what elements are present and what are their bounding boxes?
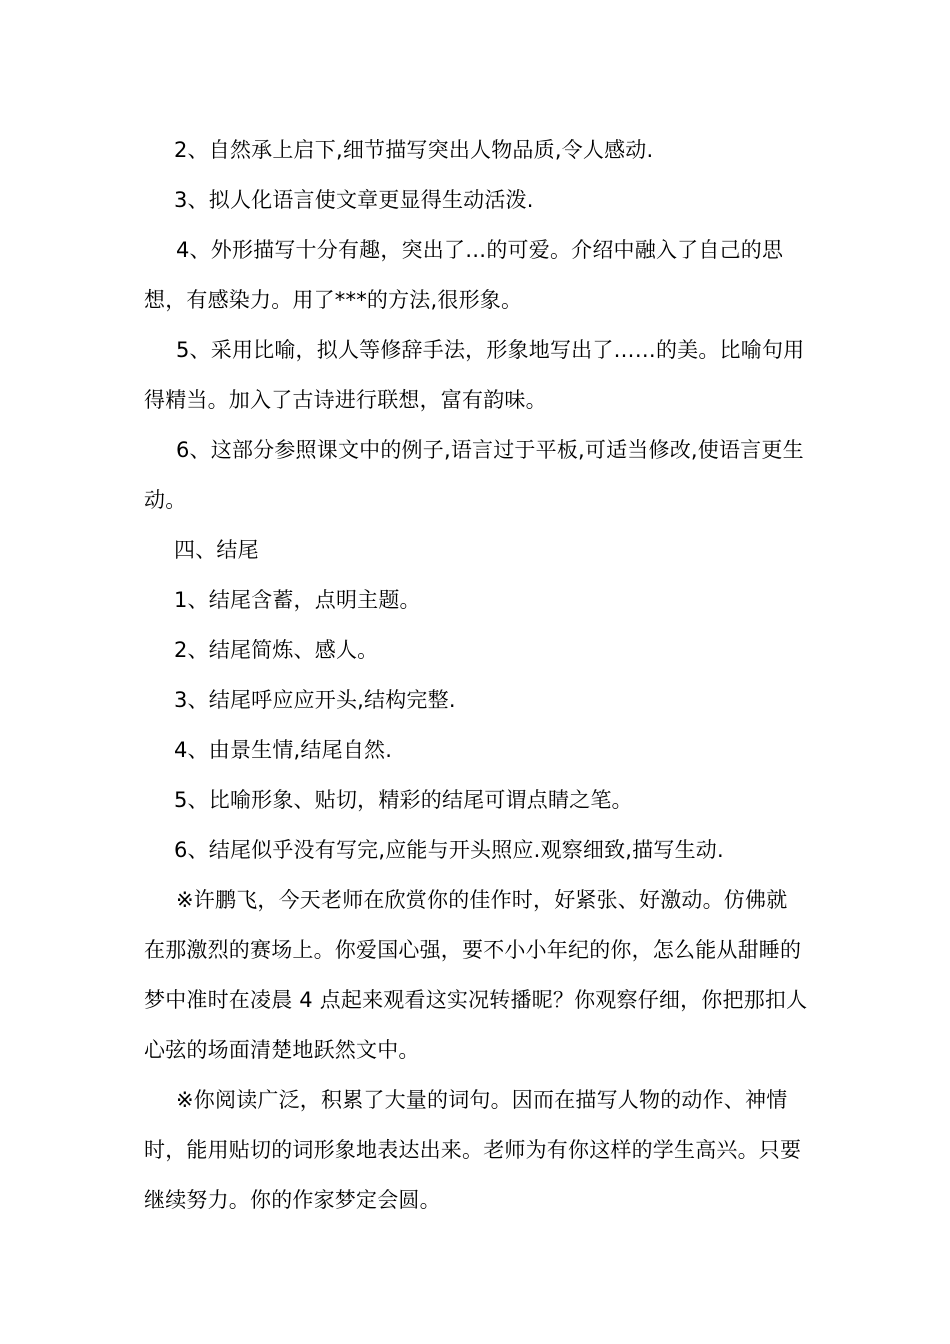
ending-item-1: 1、结尾含蓄，点明主题。: [174, 588, 421, 612]
document-body: [144, 125, 808, 1225]
paragraph-item-3: 3、拟人化语言使文章更显得生动活泼.: [174, 188, 534, 212]
ending-item-6: 6、结尾似乎没有写完,应能与开头照应.观察细致,描写生动.: [174, 838, 724, 862]
ending-item-5: 5、比喻形象、贴切，精彩的结尾可谓点睛之笔。: [174, 788, 633, 812]
paragraph-item-2: 2、自然承上启下,细节描写突出人物品质,令人感动.: [174, 138, 654, 162]
ending-item-2: 2、结尾简炼、感人。: [174, 638, 379, 662]
paragraph-item-4: 4、外形描写十分有趣，突出了…的可爱。介绍中融入了自己的思想，有感染力。用了***的方法,很形象。: [144, 238, 784, 312]
paragraph-item-6: 6、这部分参照课文中的例子,语言过于平板,可适当修改,使语言更生动。: [144, 438, 804, 512]
ending-item-4: 4、由景生情,结尾自然.: [174, 738, 393, 762]
comment-paragraph-1: ※许鹏飞，今天老师在欣赏你的佳作时，好紧张、好激动。仿佛就在那激烈的赛场上。你爱国心强，要不小小年纪的你，怎么能从甜睡的梦中准时在凌晨 4 点起来观看这实况转播昵？你观察仔细，你把那扣人心弦的场面清楚地跃然文中。: [144, 888, 808, 1062]
section-heading-ending: 四、结尾: [174, 538, 259, 562]
comment-paragraph-2: ※你阅读广泛，积累了大量的词句。因而在描写人物的动作、神情时，能用贴切的词形象地表达出来。老师为有你这样的学生高兴。只要继续努力。你的作家梦定会圆。: [144, 1088, 802, 1212]
ending-item-3: 3、结尾呼应应开头,结构完整.: [174, 688, 456, 712]
paragraph-item-5: 5、采用比喻，拟人等修辞手法，形象地写出了……的美。比喻句用得精当。加入了古诗进行联想，富有韵味。: [144, 338, 805, 412]
